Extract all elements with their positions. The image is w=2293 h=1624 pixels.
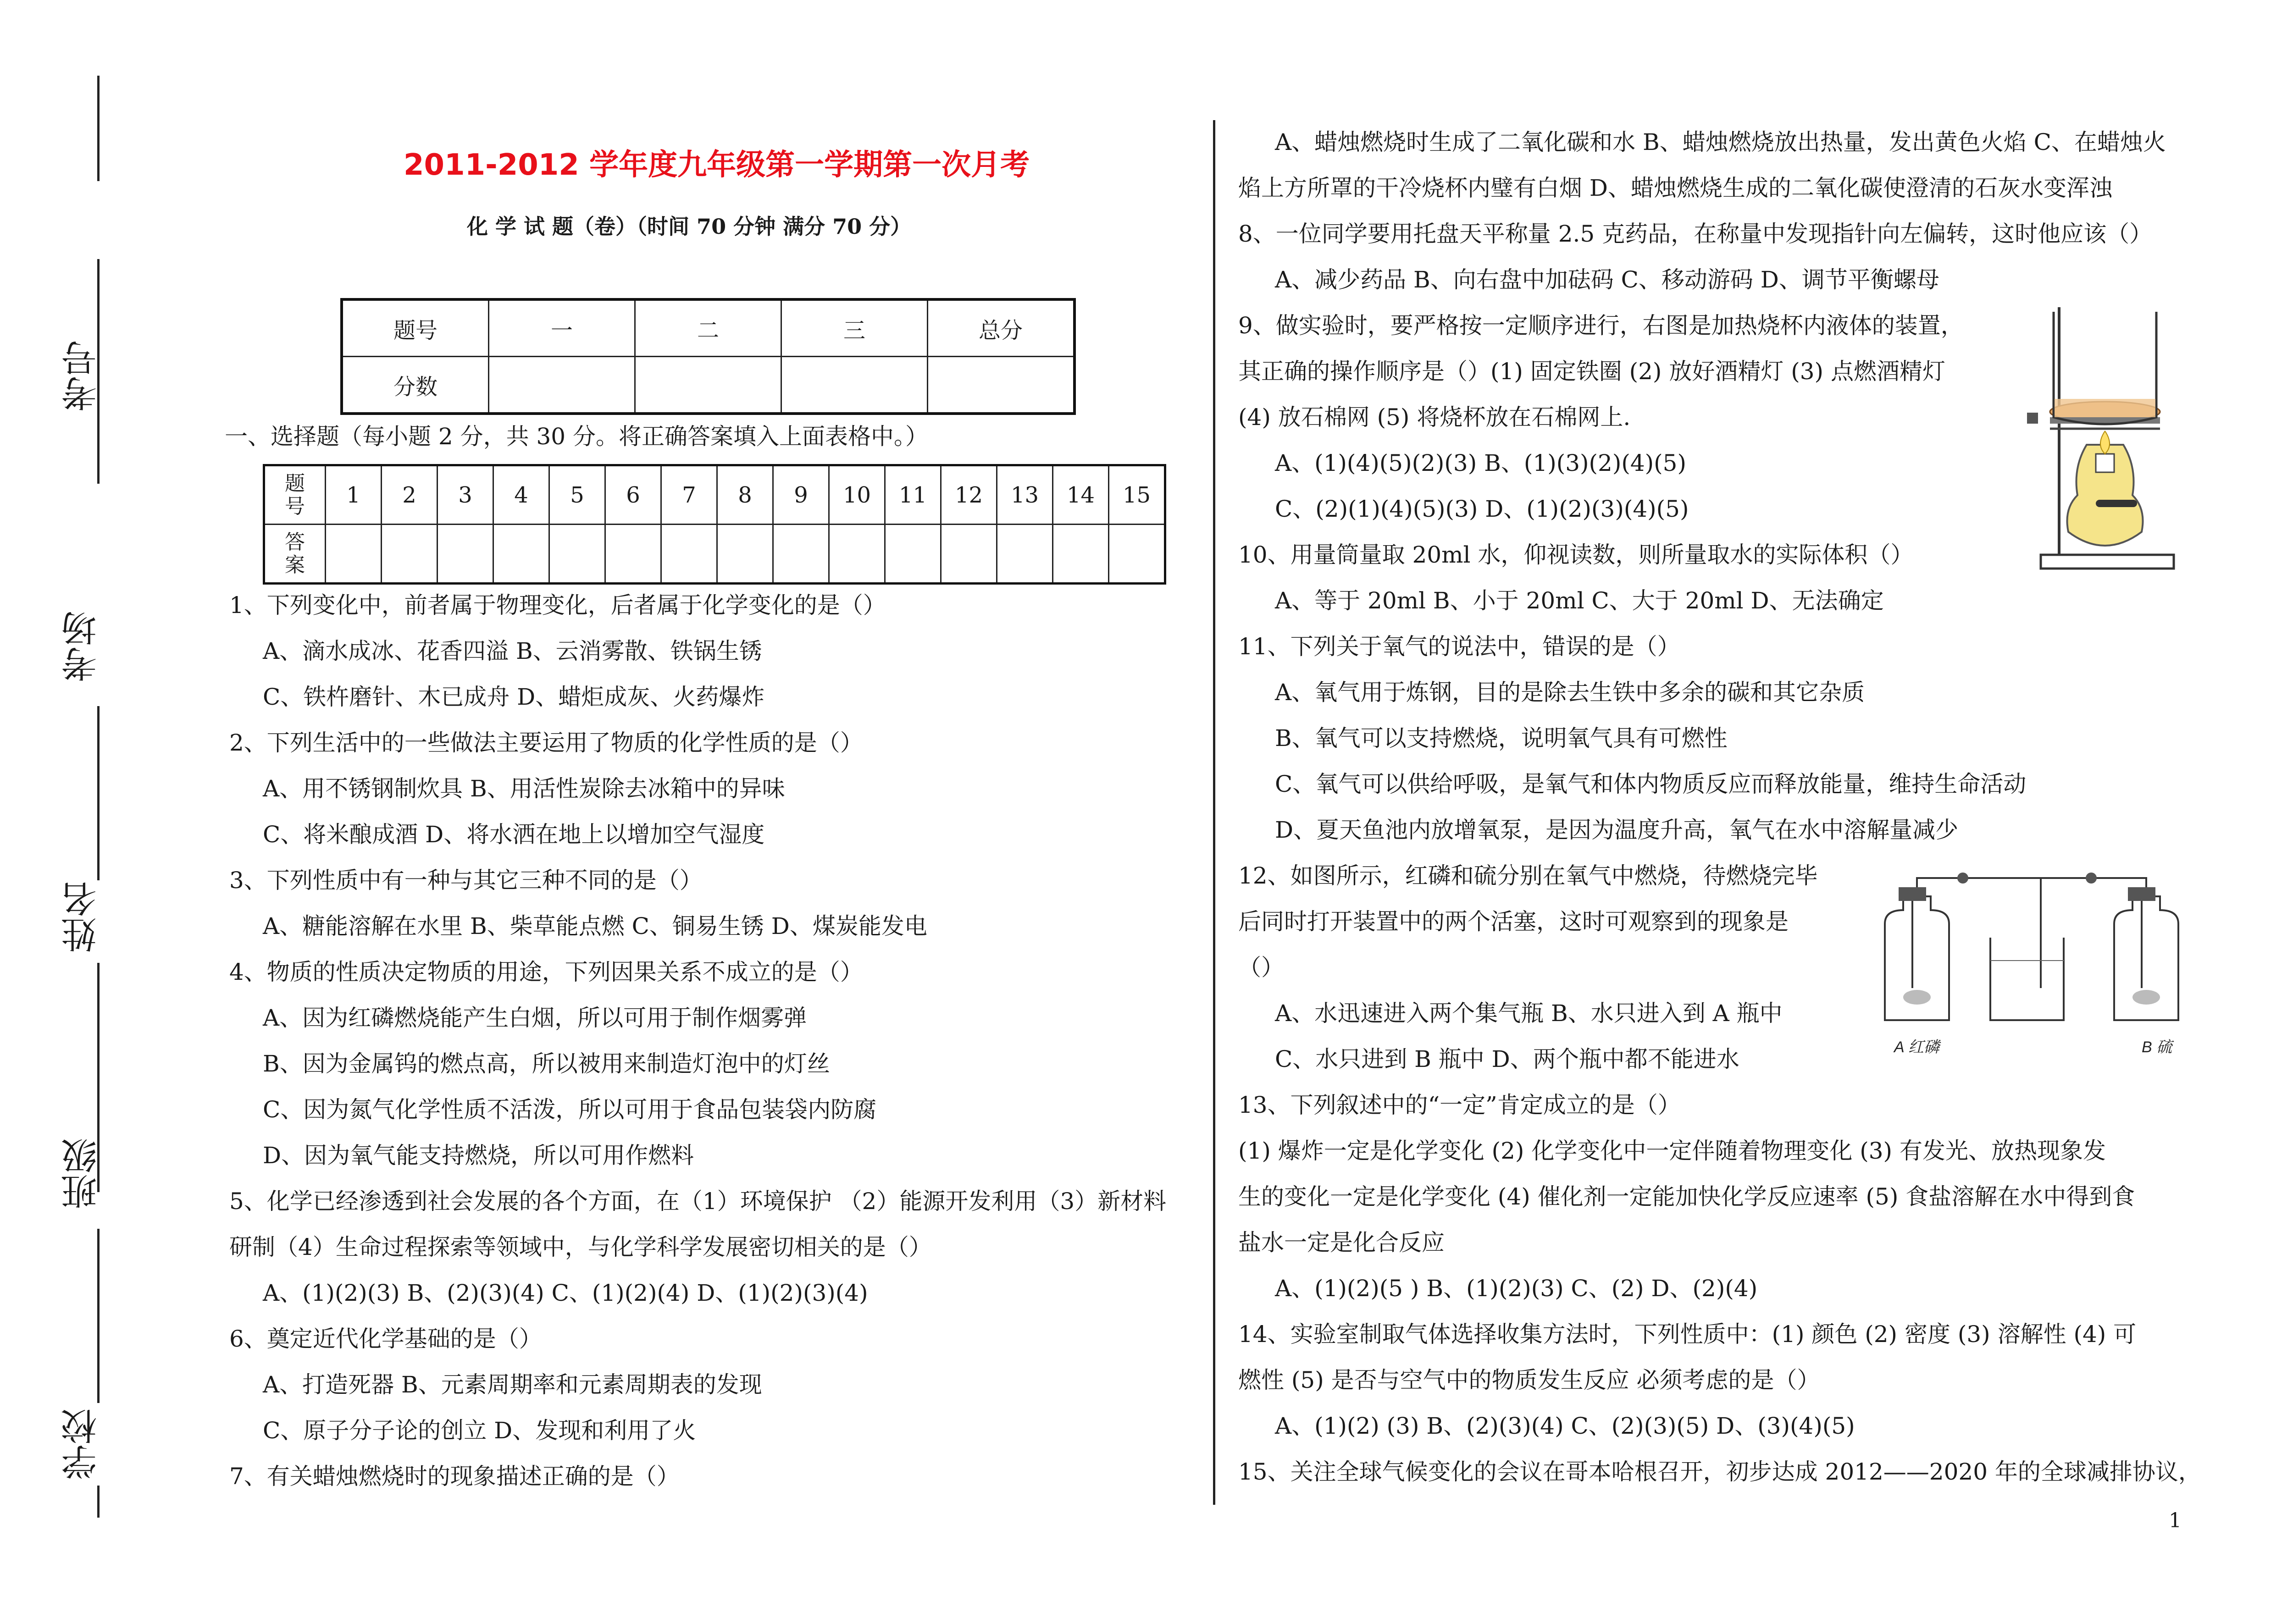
- question-number-cell: 10: [829, 465, 885, 525]
- question-text-line: B、因为金属钨的燃点高，所以被用来制造灯泡中的灯丝: [263, 1050, 830, 1077]
- question-number-cell: 5: [549, 465, 605, 525]
- question-text-line: C、水只进到 B 瓶中 D、两个瓶中都不能进水: [1275, 1046, 1739, 1072]
- bottle-b-label: B 硫: [2142, 1038, 2172, 1056]
- answer-cell[interactable]: [549, 525, 605, 584]
- question-text-line: 4、物质的性质决定物质的用途，下列因果关系不成立的是（）: [229, 959, 863, 985]
- binding-line-6: [97, 1486, 100, 1518]
- question-text-line: 后同时打开装置中的两个活塞，这时可观察到的现象是: [1238, 908, 1789, 935]
- question-number-cell: 4: [493, 465, 549, 525]
- question-text-line: 生的变化一定是化学变化 (4) 催化剂一定能加快化学反应速率 (5) 食盐溶解在水中得到食: [1238, 1183, 2135, 1210]
- question-text-line: C、铁杵磨针、木已成舟 D、蜡炬成灰、火药爆炸: [263, 684, 765, 710]
- score-table-header: 一: [489, 299, 635, 357]
- question-text-line: A、糖能溶解在水里 B、柴草能点燃 C、铜易生锈 D、煤炭能发电: [263, 913, 927, 939]
- side-label-exam-number: 考号: [61, 340, 103, 412]
- question-text-line: A、滴水成冰、花香四溢 B、云消雾散、铁锅生锈: [263, 638, 762, 664]
- question-text-line: A、(1)(2) (3) B、(2)(3)(4) C、(2)(3)(5) D、(3)(4)(5): [1275, 1413, 1855, 1439]
- question-number-cell: 2: [382, 465, 438, 525]
- exam-title: 2011-2012 学年度九年级第一学期第一次月考: [404, 148, 1030, 182]
- question-text-line: A、打造死器 B、元素周期率和元素周期表的发现: [263, 1371, 762, 1398]
- question-number-cell: 7: [661, 465, 717, 525]
- binding-line-1: [97, 76, 100, 181]
- question-text-line: 13、下列叙述中的“一定”肯定成立的是（）: [1238, 1092, 1681, 1118]
- side-label-name: 姓名: [61, 881, 103, 953]
- question-number-cell: 12: [941, 465, 997, 525]
- question-text-line: 1、下列变化中，前者属于物理变化，后者属于化学变化的是（）: [229, 592, 886, 619]
- answer-cell[interactable]: [717, 525, 773, 584]
- answer-cell[interactable]: [941, 525, 997, 584]
- question-text-line: A、因为红磷燃烧能产生白烟，所以可用于制作烟雾弹: [263, 1005, 807, 1031]
- question-text-line: （）: [1238, 954, 1284, 981]
- question-text-line: 5、化学已经渗透到社会发展的各个方面，在（1）环境保护 （2）能源开发利用（3）新材料: [229, 1188, 1167, 1215]
- question-text-line: 8、一位同学要用托盘天平称量 2.5 克药品，在称量中发现指针向左偏转，这时他应该（）: [1238, 221, 2153, 247]
- answer-cell[interactable]: [661, 525, 717, 584]
- answer-cell[interactable]: [438, 525, 493, 584]
- answer-table: [263, 464, 1166, 585]
- question-number-cell: 15: [1109, 465, 1165, 525]
- question-text-line: A、(1)(4)(5)(2)(3) B、(1)(3)(2)(4)(5): [1275, 450, 1686, 476]
- question-text-line: A、(1)(2)(5 ) B、(1)(2)(3) C、(2) D、(2)(4): [1275, 1275, 1758, 1302]
- score-table-header: 总分: [928, 299, 1075, 357]
- answer-cell[interactable]: [829, 525, 885, 584]
- question-text-line: A、蜡烛燃烧时生成了二氧化碳和水 B、蜡烛燃烧放出热量，发出黄色火焰 C、在蜡烛火: [1275, 129, 2166, 155]
- question-number-cell: 13: [997, 465, 1053, 525]
- answer-cell[interactable]: [1109, 525, 1165, 584]
- question-text-line: 11、下列关于氧气的说法中，错误的是（）: [1238, 633, 1680, 660]
- score-row-label: 分数: [342, 357, 489, 414]
- hd-answer: 答 案: [285, 530, 305, 577]
- question-text-line: C、因为氮气化学性质不活泼，所以可用于食品包装袋内防腐: [263, 1096, 877, 1123]
- question-text-line: C、氧气可以供给呼吸，是氧气和体内物质反应而释放能量，维持生命活动: [1275, 771, 2027, 797]
- side-label-class: 班级: [61, 1138, 103, 1210]
- question-number-cell: 1: [326, 465, 382, 525]
- side-label-exam-room: 考场: [61, 611, 103, 682]
- bottle-a-label: A 红磷: [1894, 1038, 1939, 1056]
- answer-table-row-header: [264, 525, 326, 584]
- answer-cell[interactable]: [885, 525, 941, 584]
- question-text-line: C、将米酿成酒 D、将水洒在地上以增加空气湿度: [263, 821, 765, 848]
- binding-line-5: [97, 1229, 100, 1403]
- question-text-line: 3、下列性质中有一种与其它三种不同的是（）: [229, 867, 703, 894]
- question-text-line: C、(2)(1)(4)(5)(3) D、(1)(2)(3)(4)(5): [1275, 496, 1689, 522]
- binding-line-3: [97, 706, 100, 880]
- exam-subtitle: 化 学 试 题（卷）（时间 70 分钟 满分 70 分）: [467, 214, 912, 239]
- question-text-line: (1) 爆炸一定是化学变化 (2) 化学变化中一定伴随着物理变化 (3) 有发光、放热现象发: [1238, 1138, 2106, 1164]
- side-label-school: 学校: [61, 1409, 103, 1480]
- beaker-heating-apparatus-figure: [2027, 293, 2192, 573]
- answer-cell[interactable]: [997, 525, 1053, 584]
- question-text-line: 研制（4）生命过程探索等领域中，与化学科学发展密切相关的是（）: [229, 1234, 932, 1260]
- question-text-line: 10、用量筒量取 20ml 水，仰视读数，则所量取水的实际体积（）: [1238, 541, 1914, 568]
- score-cell[interactable]: [928, 357, 1075, 414]
- page-number: 1: [2169, 1509, 2182, 1532]
- score-table-header: 题号: [342, 299, 489, 357]
- question-number-cell: 14: [1053, 465, 1109, 525]
- question-text-line: C、原子分子论的创立 D、发现和利用了火: [263, 1417, 696, 1444]
- question-text-line: 盐水一定是化合反应: [1238, 1229, 1445, 1256]
- hd-question: 题 号: [285, 471, 305, 518]
- answer-table-row-header: [264, 465, 326, 525]
- question-text-line: A、减少药品 B、向右盘中加砝码 C、移动游码 D、调节平衡螺母: [1275, 266, 1939, 293]
- question-text-line: D、夏天鱼池内放增氧泵，是因为温度升高，氧气在水中溶解量减少: [1275, 817, 1959, 843]
- question-text-line: A、氧气用于炼钢，目的是除去生铁中多余的碳和其它杂质: [1275, 679, 1865, 706]
- answer-cell[interactable]: [326, 525, 382, 584]
- score-cell[interactable]: [635, 357, 781, 414]
- question-text-line: 9、做实验时，要严格按一定顺序进行，右图是加热烧杯内液体的装置，: [1238, 312, 1964, 339]
- question-text-line: 6、奠定近代化学基础的是（）: [229, 1326, 542, 1352]
- gas-bottles-figure: [1876, 869, 2261, 1061]
- section-heading: 一、选择题（每小题 2 分，共 30 分。将正确答案填入上面表格中。）: [225, 423, 929, 450]
- question-text-line: A、(1)(2)(3) B、(2)(3)(4) C、(1)(2)(4) D、(1)(2)(3)(4): [263, 1280, 868, 1306]
- score-table: [340, 298, 1076, 415]
- question-number-cell: 8: [717, 465, 773, 525]
- question-text-line: 焰上方所罩的干冷烧杯内璧有白烟 D、蜡烛燃烧生成的二氧化碳使澄清的石灰水变浑浊: [1238, 175, 2112, 201]
- question-text-line: 14、实验室制取气体选择收集方法时，下列性质中：(1) 颜色 (2) 密度 (3) 溶解性 (4) 可: [1238, 1321, 2137, 1348]
- question-text-line: 15、关注全球气候变化的会议在哥本哈根召开，初步达成 2012——2020 年的全球减排协议，: [1238, 1458, 2201, 1485]
- score-cell[interactable]: [489, 357, 635, 414]
- answer-cell[interactable]: [382, 525, 438, 584]
- question-text-line: A、水迅速进入两个集气瓶 B、水只进入到 A 瓶中: [1275, 1000, 1783, 1027]
- question-number-cell: 6: [605, 465, 661, 525]
- question-text-line: 其正确的操作顺序是（）(1) 固定铁圈 (2) 放好酒精灯 (3) 点燃酒精灯: [1238, 358, 1945, 385]
- score-table-header: 二: [635, 299, 781, 357]
- question-text-line: 12、如图所示，红磷和硫分别在氧气中燃烧，待燃烧完毕: [1238, 862, 1818, 889]
- answer-cell[interactable]: [605, 525, 661, 584]
- question-text-line: D、因为氧气能支持燃烧，所以可用作燃料: [263, 1142, 694, 1169]
- question-text-line: 7、有关蜡烛燃烧时的现象描述正确的是（）: [229, 1463, 680, 1490]
- question-text-line: (4) 放石棉网 (5) 将烧杯放在石棉网上.: [1238, 404, 1631, 431]
- answer-cell[interactable]: [773, 525, 829, 584]
- question-number-cell: 3: [438, 465, 493, 525]
- question-number-cell: 9: [773, 465, 829, 525]
- question-text-line: B、氧气可以支持燃烧，说明氧气具有可燃性: [1275, 725, 1728, 751]
- column-divider: [1213, 120, 1215, 1505]
- question-text-line: 燃性 (5) 是否与空气中的物质发生反应 必须考虑的是（）: [1238, 1367, 1820, 1393]
- score-table-header: 三: [781, 299, 928, 357]
- question-text-line: A、用不锈钢制炊具 B、用活性炭除去冰箱中的异味: [263, 775, 785, 802]
- answer-cell[interactable]: [1053, 525, 1109, 584]
- question-text-line: 2、下列生活中的一些做法主要运用了物质的化学性质的是（）: [229, 729, 863, 756]
- question-text-line: A、等于 20ml B、小于 20ml C、大于 20ml D、无法确定: [1275, 587, 1884, 614]
- question-number-cell: 11: [885, 465, 941, 525]
- score-cell[interactable]: [781, 357, 928, 414]
- answer-cell[interactable]: [493, 525, 549, 584]
